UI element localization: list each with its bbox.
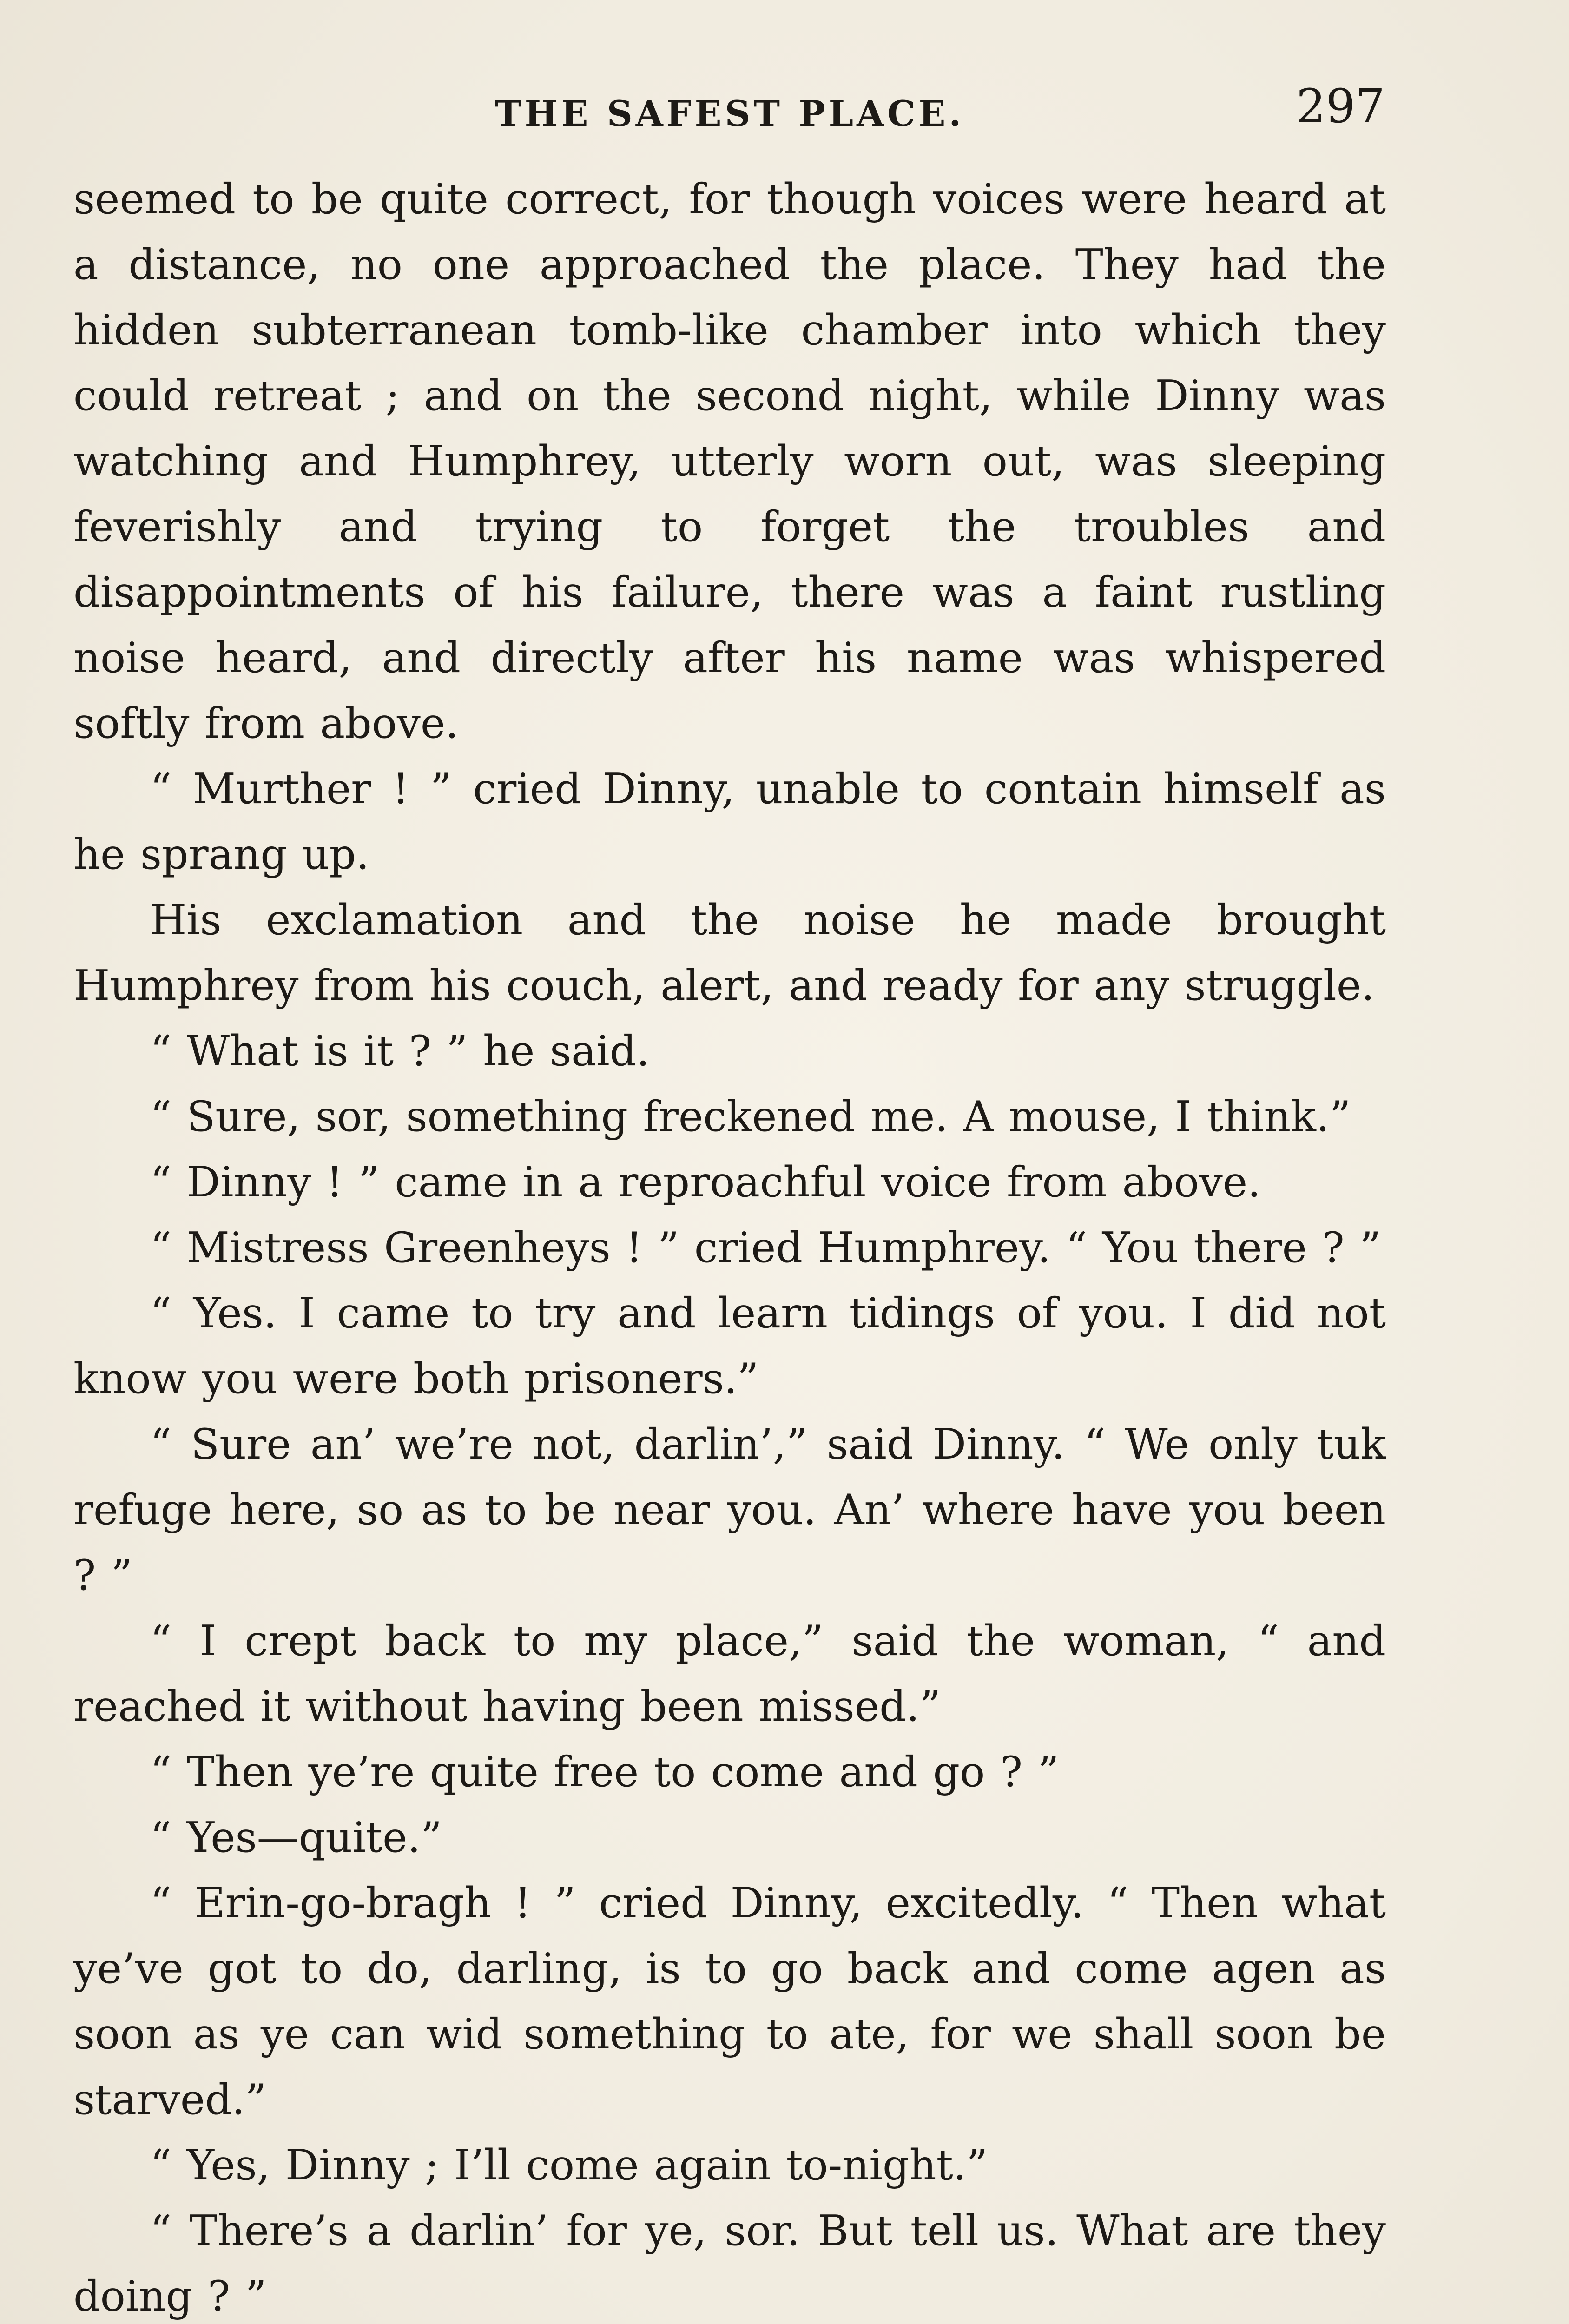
paragraph: “ Mistress Greenheys ! ” cried Humphrey. “ You there ? ” xyxy=(150,1223,1381,1272)
paragraph: “ Yes. I came to try and learn tidings of you. I did not know you were both prisoners.” xyxy=(73,1289,1386,1403)
body-text xyxy=(73,166,1386,2324)
paragraph: “ I crept back to my place,” said the woman, “ and reached it without having been missed.” xyxy=(73,1617,1386,1731)
paragraph: “ What is it ? ” he said. xyxy=(150,1027,650,1076)
page-number: 297 xyxy=(1296,79,1385,133)
paragraph: His exclamation and the noise he made brought Humphrey from his couch, alert, and ready for any struggle. xyxy=(73,896,1386,1010)
paragraph: seemed to be quite correct, for though voices were heard at a distance, no one approached the place. They had the hidden subterranean tomb-like chamber into which they could retreat ; and on the second night, while Dinny was watching and Humphrey, utterly worn out, was sleeping feverishly and trying to forget the troubles and disappointments of his failure, there was a faint rustling noise heard, and directly after his name was whispered softly from above. xyxy=(73,175,1386,748)
page-header xyxy=(74,79,1385,135)
paragraph: “ Then ye’re quite free to come and go ? ” xyxy=(150,1748,1059,1796)
paragraph: “ Yes, Dinny ; I’ll come again to-night.” xyxy=(150,2141,988,2190)
paragraph: “ Yes—quite.” xyxy=(150,1813,442,1862)
paragraph: “ Erin-go-bragh ! ” cried Dinny, excitedly. “ Then what ye’ve got to do, darling, is to go back and come agen as soon as ye can wid something to ate, for we shall soon be starved.” xyxy=(73,1879,1386,2124)
paragraph: “ Dinny ! ” came in a reproachful voice from above. xyxy=(150,1158,1261,1207)
paragraph: “ Murther ! ” cried Dinny, unable to contain himself as he sprang up. xyxy=(73,765,1386,879)
paragraph: “ There’s a darlin’ for ye, sor. But tell us. What are they doing ? ” xyxy=(73,2206,1386,2321)
paragraph: “ Sure an’ we’re not, darlin’,” said Dinny. “ We only tuk refuge here, so as to be near you. An’ where have you been ? ” xyxy=(73,1420,1386,1600)
running-title: THE SAFEST PLACE. xyxy=(495,93,964,134)
paragraph: “ Sure, sor, something freckened me. A mouse, I think.” xyxy=(150,1092,1351,1141)
